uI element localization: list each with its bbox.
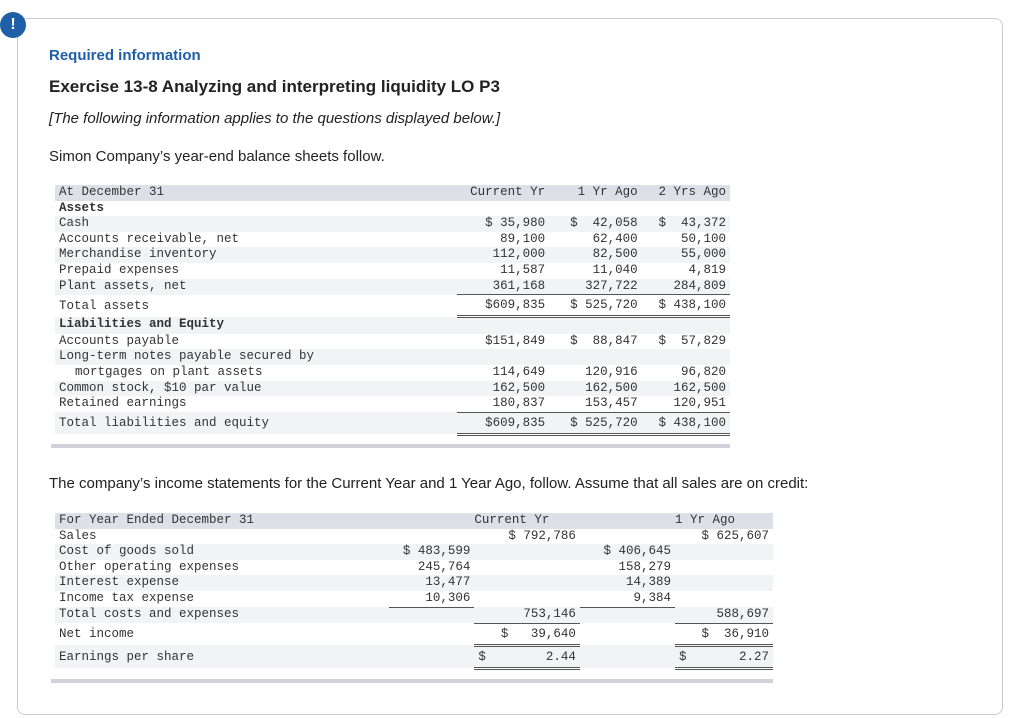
cell-value: $ 35,980 [457,216,549,232]
row-label: Other operating expenses [59,559,240,574]
cell-value: 82,500 [549,247,641,263]
cell-value: 361,168 [457,279,549,295]
cell-value: 158,279 [618,559,671,574]
table-row [55,396,730,412]
row-label: Common stock, $10 par value [55,381,457,397]
cell-value: $ 438,100 [642,295,730,317]
row-label: Total costs and expenses [55,607,389,623]
cell-value: 120,916 [585,364,638,379]
liabilities-equity-label: Liabilities and Equity [55,317,457,334]
table-row [55,365,730,381]
header-current-yr: Current Yr [474,513,580,529]
cell-value: 89,100 [500,231,546,246]
cell-value: $ 57,829 [658,333,726,348]
table-row [55,263,730,279]
cell-value: $ 792,786 [508,528,576,543]
row-label: Net income [59,627,135,642]
cell-value: $ 483,599 [389,544,475,560]
cell-value: 96,820 [680,364,726,379]
row-label: Retained earnings [59,396,187,411]
row-label: Accounts payable [59,333,180,348]
row-label: Plant assets, net [55,279,457,295]
row-label: Total liabilities and equity [55,412,457,434]
row-label: Sales [59,528,97,543]
cell-value: 50,100 [680,231,726,246]
row-label: Earnings per share [55,645,389,668]
cell-value: 13,477 [389,575,475,591]
table-row [55,623,773,645]
table-row [55,349,730,365]
exercise-title: Exercise 13-8 Analyzing and interpreting liquidity LO P3 [49,77,500,96]
table-row [55,607,773,623]
table-row [55,381,730,397]
required-information-heading: Required information [49,47,201,64]
income-statement-intro: The company’s income statements for the Current Year and 1 Year Ago, follow. Assume that all sales are on credit: [49,475,809,492]
cell-value: $ 406,645 [580,544,675,560]
table-header-row [55,513,773,529]
row-label: Income tax expense [59,591,195,606]
table-row [55,247,730,263]
table-row [55,529,773,545]
cell-value: 114,649 [492,364,546,379]
cell-value: 162,500 [549,381,641,397]
cell-value: 4,819 [688,262,726,277]
table-row [55,575,773,591]
cell-value: $609,835 [457,412,549,434]
table-bottom-bar [51,679,773,683]
table-header-row [55,185,730,201]
header-1-yr-ago: 1 Yr Ago [549,185,641,201]
table-row [55,645,773,668]
row-label: Merchandise inventory [55,247,457,263]
row-label: Cost of goods sold [55,544,389,560]
header-1-yr-ago: 1 Yr Ago [675,513,773,529]
table-bottom-bar [51,444,730,448]
total-row [55,295,730,317]
header-2-yrs-ago: 2 Yrs Ago [642,185,730,201]
cell-value: $ 525,720 [549,412,641,434]
cell-value: $ 2.27 [675,645,773,668]
table-row [55,279,730,295]
cell-value: $ 438,100 [642,412,730,434]
cell-value: 162,500 [457,381,549,397]
assets-label: Assets [59,200,105,215]
table-row [55,334,730,350]
balance-sheet-table [55,185,730,436]
cell-value: 55,000 [642,247,730,263]
cell-value: $151,849 [485,333,546,348]
cell-value: 14,389 [580,575,675,591]
cell-value: 327,722 [549,279,641,295]
row-label: Prepaid expenses [59,262,180,277]
row-label: Interest expense [55,575,389,591]
cell-value: 753,146 [474,607,580,623]
section-row [55,201,730,217]
table-row [55,232,730,248]
row-label: mortgages on plant assets [75,364,263,379]
instruction-note: [The following information applies to the questions displayed below.] [49,110,501,127]
header-label: For Year Ended December 31 [55,513,389,529]
cell-value: 10,306 [389,591,475,607]
cell-value: 9,384 [580,591,675,607]
table-row [55,560,773,576]
table-row [55,591,773,607]
table-row [55,216,730,232]
cell-value: $ 43,372 [642,216,730,232]
cell-value: $ 525,720 [549,295,641,317]
header-current-yr: Current Yr [457,185,549,201]
cell-value: $ 36,910 [675,623,773,645]
cell-value: $ 39,640 [474,623,580,645]
cell-value: 588,697 [675,607,773,623]
cell-value: $ 2.44 [474,645,580,668]
cell-value: 180,837 [457,396,549,412]
row-label: Long-term notes payable secured by [55,349,457,365]
cell-value: 112,000 [457,247,549,263]
table-row [55,544,773,560]
balance-sheet-intro: Simon Company’s year-end balance sheets follow. [49,148,385,165]
cell-value: 153,457 [549,396,641,412]
cell-value: 11,040 [592,262,638,277]
header-label: At December 31 [55,185,457,201]
cell-value: $ 42,058 [549,216,641,232]
cell-value: 11,587 [500,262,546,277]
cell-value: 62,400 [592,231,638,246]
income-statement-table [55,513,773,670]
alert-icon: ! [0,12,26,38]
section-row [55,317,730,334]
cell-value: 284,809 [642,279,730,295]
total-row [55,412,730,434]
cell-value: 162,500 [642,381,730,397]
cell-value: $ 625,607 [701,528,769,543]
row-label: Accounts receivable, net [59,231,240,246]
row-label: Cash [55,216,457,232]
cell-value: $ 88,847 [570,333,638,348]
cell-value: 245,764 [417,559,471,574]
cell-value: $609,835 [457,295,549,317]
row-label: Total assets [59,298,150,313]
cell-value: 120,951 [642,396,730,412]
